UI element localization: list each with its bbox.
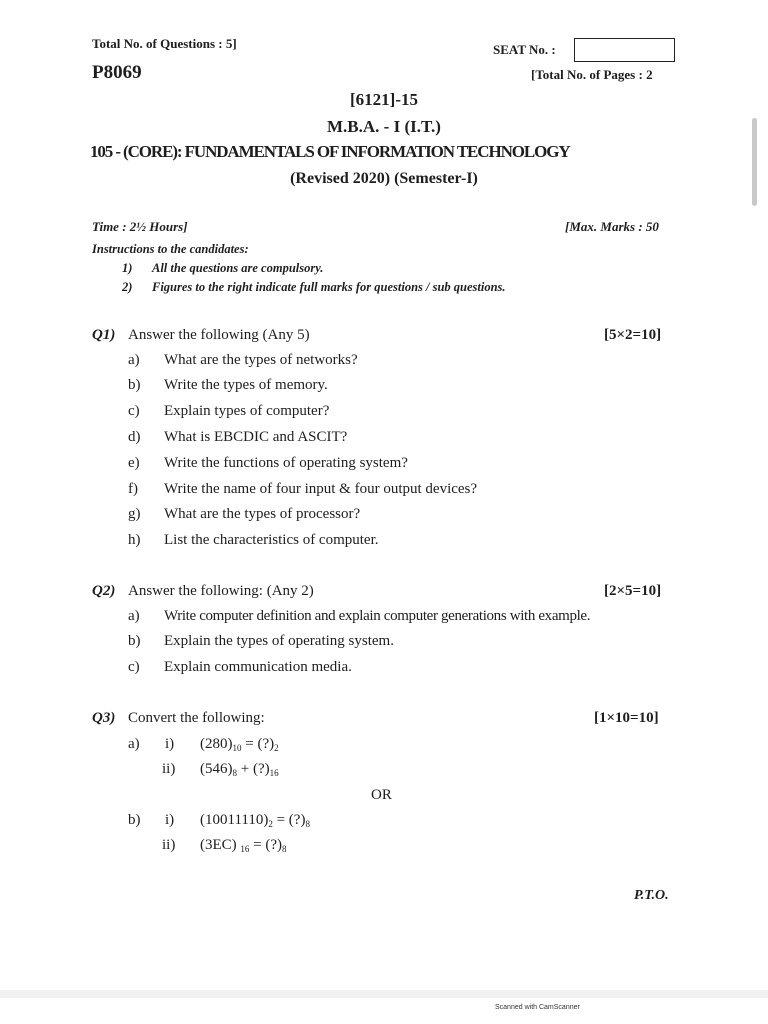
item-text: What are the types of networks?	[164, 352, 358, 368]
instruction-num: 1)	[122, 261, 133, 275]
item-text: Write the types of memory.	[164, 377, 328, 393]
instructions-title: Instructions to the candidates:	[92, 242, 249, 256]
pto-label: P.T.O.	[634, 888, 669, 903]
roman-label: ii)	[162, 761, 176, 777]
total-questions: Total No. of Questions : 5]	[92, 36, 237, 51]
max-marks: [Max. Marks : 50	[565, 219, 659, 234]
item-label: b)	[128, 633, 141, 649]
roman-label: i)	[165, 736, 175, 752]
item-label: f)	[128, 481, 138, 497]
item-label: g)	[128, 506, 141, 522]
item-label: b)	[128, 812, 141, 828]
time-label: Time : 2½ Hours]	[92, 219, 188, 234]
item-label: e)	[128, 455, 140, 471]
question-marks: [5×2=10]	[604, 327, 662, 343]
course-title: M.B.A. - I (I.T.)	[327, 117, 441, 136]
item-text: List the characteristics of computer.	[164, 532, 379, 548]
item-text: Write the name of four input & four output devices?	[164, 481, 478, 497]
question-marks: [1×10=10]	[594, 710, 659, 726]
item-label: a)	[128, 352, 140, 368]
item-text: Write the functions of operating system?	[164, 455, 408, 471]
question-marks: [2×5=10]	[604, 583, 662, 599]
item-text: Explain the types of operating system.	[164, 633, 394, 649]
paper-code: [6121]-15	[350, 90, 418, 109]
instruction-num: 2)	[122, 280, 133, 294]
item-label: b)	[128, 377, 141, 393]
seat-label: SEAT No. :	[493, 42, 556, 57]
instruction-text: Figures to the right indicate full marks for questions / sub questions.	[152, 280, 506, 294]
question-number: Q2)	[92, 583, 116, 599]
seat-number-box	[574, 38, 675, 62]
question-number: Q3)	[92, 710, 116, 726]
or-separator: OR	[371, 787, 392, 803]
instruction-text: All the questions are compulsory.	[152, 261, 324, 275]
item-text: What are the types of processor?	[164, 506, 361, 522]
conversion-expression: $(10011110)_2$ = $(?)_8$	[200, 812, 310, 829]
item-label: c)	[128, 403, 140, 419]
conversion-expression: $(546)_8$ + $(?)_{16}$	[200, 761, 279, 778]
scrollbar[interactable]	[752, 118, 757, 206]
subject-title: 105 - (CORE): FUNDAMENTALS OF INFORMATION TECHNOLOGY	[90, 142, 570, 161]
revision-line: (Revised 2020) (Semester-I)	[290, 170, 478, 187]
item-text: Explain communication media.	[164, 659, 352, 675]
item-text: Explain types of computer?	[164, 403, 330, 419]
item-text: Write computer definition and explain computer generations with example.	[164, 608, 591, 624]
conversion-expression: $(280)_{10}$ = $(?)_2$	[200, 736, 279, 753]
scanner-watermark: Scanned with CamScanner	[495, 1004, 580, 1011]
item-label: a)	[128, 736, 140, 752]
question-title: Convert the following:	[128, 710, 265, 726]
conversion-expression: (3EC) $_{16} = (?)_8$	[200, 837, 287, 854]
page-divider	[0, 990, 768, 998]
question-number: Q1)	[92, 327, 116, 343]
total-pages: [Total No. of Pages : 2	[531, 67, 653, 82]
item-label: h)	[128, 532, 141, 548]
roman-label: ii)	[162, 837, 176, 853]
question-title: Answer the following (Any 5)	[128, 327, 310, 343]
item-text: What is EBCDIC and ASCIT?	[164, 429, 348, 445]
roman-label: i)	[165, 812, 175, 828]
item-label: c)	[128, 659, 140, 675]
paper-id: P8069	[92, 62, 142, 83]
item-label: a)	[128, 608, 140, 624]
item-label: d)	[128, 429, 141, 445]
question-title: Answer the following: (Any 2)	[128, 583, 314, 599]
